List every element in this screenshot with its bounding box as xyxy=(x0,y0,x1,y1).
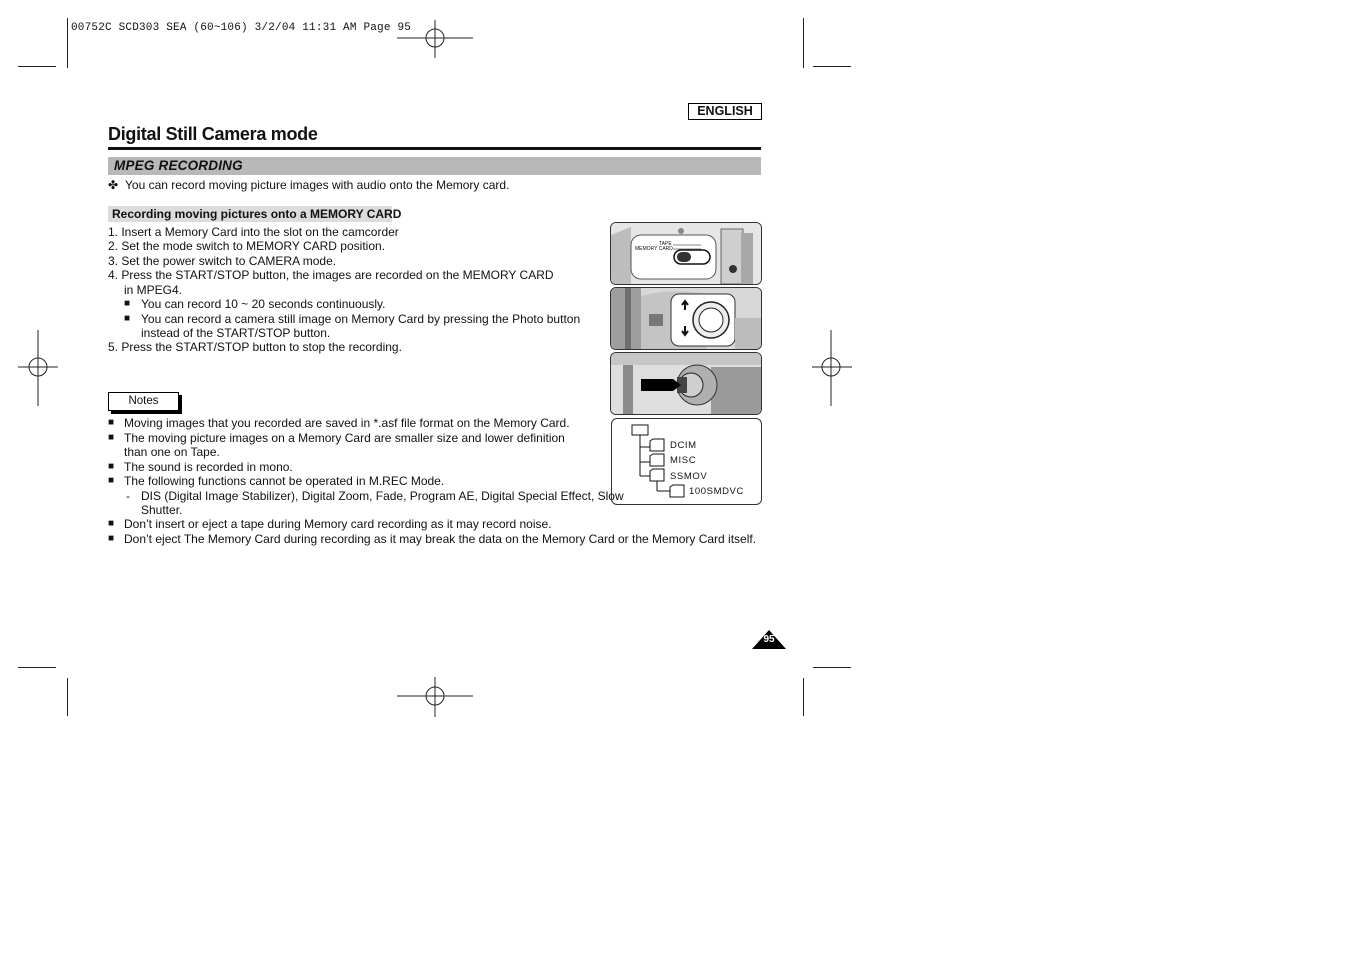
title-rule xyxy=(108,147,761,150)
folder-label-dcim: DCIM xyxy=(670,440,697,451)
step-4-note-2: You can record a camera still image on Memory Card by pressing the Photo button xyxy=(141,312,581,326)
step-1: 1. Insert a Memory Card into the slot on the camcorder xyxy=(108,225,399,239)
registration-mark-bottom xyxy=(397,677,473,717)
note-6: Don’t eject The Memory Card during recording as it may break the data on the Memory Card or the Memory Card itself. xyxy=(124,532,757,546)
print-header: 00752C SCD303 SEA (60~106) 3/2/04 11:31 AM Page 95 xyxy=(71,22,412,34)
intro-paragraph xyxy=(108,178,509,192)
page-title: Digital Still Camera mode xyxy=(108,124,318,144)
step-4-cont: in MPEG4. xyxy=(124,283,183,297)
page-number: 95 xyxy=(763,634,775,645)
language-badge: ENGLISH xyxy=(688,103,762,120)
bullet-icon: ■ xyxy=(124,298,131,309)
registration-mark-right xyxy=(812,330,852,406)
step-3: 3. Set the power switch to CAMERA mode. xyxy=(108,254,337,268)
step-4-note-2-cont: instead of the START/STOP button. xyxy=(141,326,331,340)
label-tape: TAPE xyxy=(659,241,672,247)
bullet-icon: ■ xyxy=(108,533,115,544)
bullet-icon: ■ xyxy=(108,461,115,472)
figure-start-stop-button xyxy=(610,352,762,415)
bullet-icon: ■ xyxy=(124,313,131,324)
intro-symbol: ✤ xyxy=(108,178,119,192)
folder-label-misc: MISC xyxy=(670,455,697,466)
bullet-icon: ■ xyxy=(108,432,115,443)
step-4-note-1: You can record 10 ~ 20 seconds continuously. xyxy=(141,297,386,311)
figure-mode-switch xyxy=(610,222,762,285)
registration-mark-left xyxy=(18,330,58,406)
note-1: Moving images that you recorded are saved in *.asf file format on the Memory Card. xyxy=(124,416,570,430)
folder-label-ssmov: SSMOV xyxy=(670,471,708,482)
intro-text: You can record moving picture images with audio onto the Memory card. xyxy=(125,178,510,192)
figure-power-switch xyxy=(610,287,762,350)
note-2-cont: than one on Tape. xyxy=(124,445,220,459)
label-memory-card: MEMORY CARD xyxy=(635,246,673,252)
notes-label: Notes xyxy=(108,392,179,411)
note-4: The following functions cannot be operated in M.REC Mode. xyxy=(124,474,445,488)
bullet-icon: ■ xyxy=(108,518,115,529)
power-switch-illustration xyxy=(611,288,761,349)
folder-label-100smdvc: 100SMDVC xyxy=(689,486,744,497)
step-2: 2. Set the mode switch to MEMORY CARD position. xyxy=(108,239,386,253)
note-5: Don’t insert or eject a tape during Memory card recording as it may record noise. xyxy=(124,517,552,531)
step-5: 5. Press the START/STOP button to stop the recording. xyxy=(108,340,402,354)
bullet-icon: ■ xyxy=(108,417,115,428)
note-4-detail: DIS (Digital Image Stabilizer), Digital Zoom, Fade, Program AE, Digital Special Effect, Slow xyxy=(141,489,624,503)
bullet-icon: ■ xyxy=(108,475,115,486)
step-4: 4. Press the START/STOP button, the images are recorded on the MEMORY CARD xyxy=(108,268,554,282)
note-2: The moving picture images on a Memory Card are smaller size and lower definition xyxy=(124,431,565,445)
note-4-detail-cont: Shutter. xyxy=(141,503,183,517)
camcorder-switch-illustration xyxy=(611,223,761,284)
note-3: The sound is recorded in mono. xyxy=(124,460,293,474)
folder-tree-diagram xyxy=(611,418,762,505)
subsection-title: Recording moving pictures onto a MEMORY CARD xyxy=(112,207,402,221)
note-4-dash: - xyxy=(126,489,130,503)
section-title: MPEG RECORDING xyxy=(114,158,243,173)
start-stop-illustration xyxy=(611,353,761,414)
